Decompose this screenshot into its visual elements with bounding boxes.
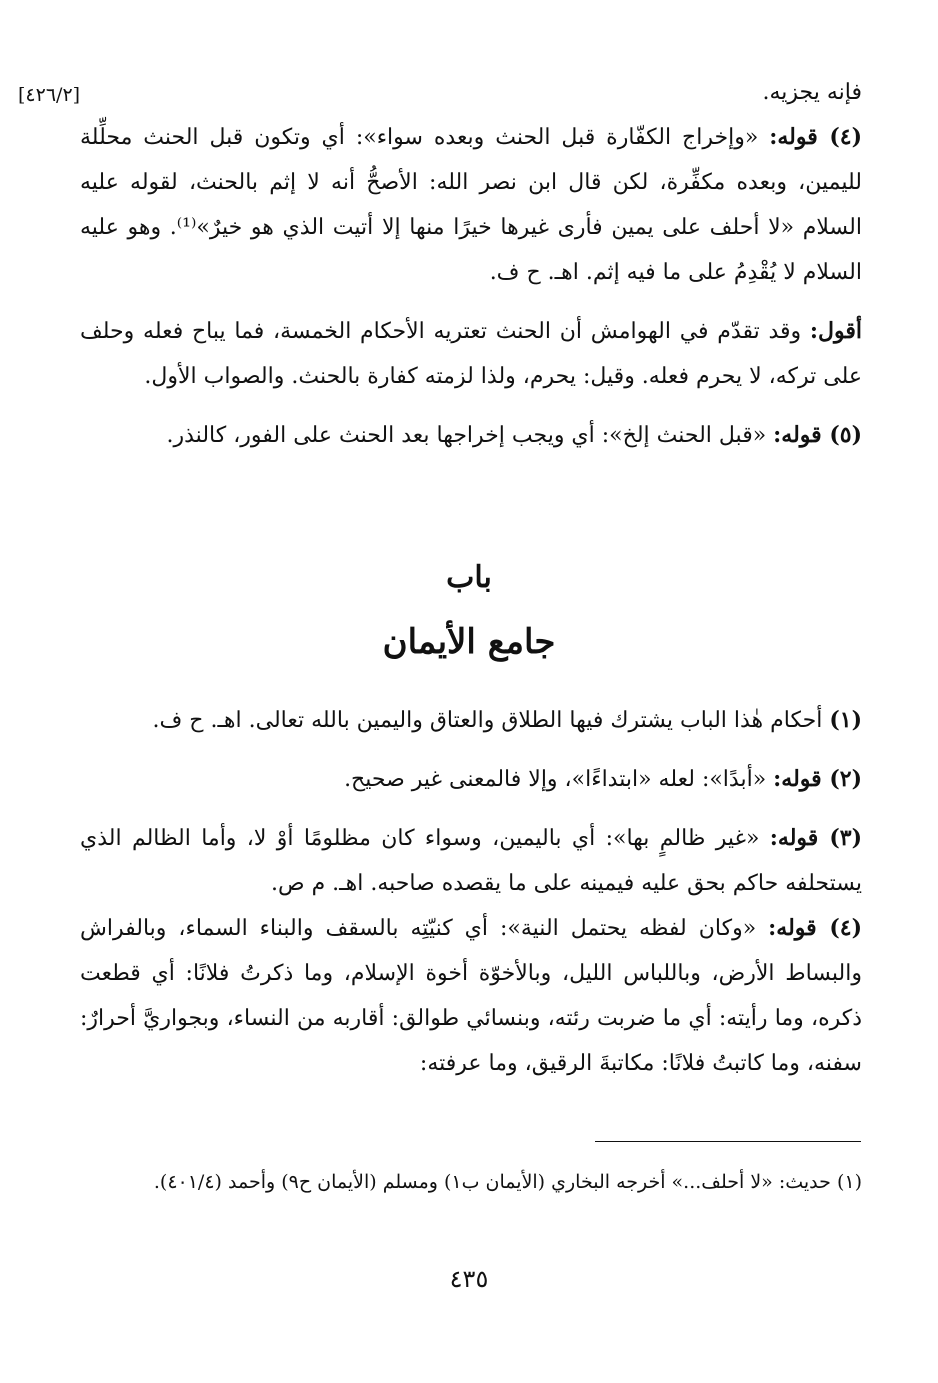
note-5-text: «قبل الحنث إلخ»: أي ويجب إخراجها بعد الحنث على الفور، كالنذر. [166, 423, 767, 448]
chapter-note-2 [80, 757, 862, 802]
top-commentary [80, 70, 862, 458]
chapter-note-1 [80, 698, 862, 743]
chapter-note-3-text: «غير ظالمٍ بها»: أي باليمين، وسواء كان مظلومًا أوْ لا، وأما الظالم الذي يستحلفه حاكم بحق عليه فيمينه على ما يقصده صاحبه. اهـ. م ص. [80, 826, 862, 896]
note-5-paragraph [80, 413, 862, 458]
chapter-note-2-text: «أبدًا»: لعله «ابتداءًا»، وإلا فالمعنى غير صحيح. [344, 767, 767, 792]
note-4-paragraph [80, 115, 862, 295]
note-5-label: (٥) قوله: [773, 422, 862, 448]
chapter-note-1-text: أحكام هٰذا الباب يشترك فيها الطلاق والعتاق واليمين بالله تعالى. اهـ. ح ف. [152, 708, 823, 733]
note-4-text: «وإخراج الكفّارة قبل الحنث وبعده سواء»: أي وتكون قبل الحنث محلِّلة لليمين، وبعده مكفِّرة، لكن قال ابن نصر الله: الأصحُّ أنه لا إثم بالحنث، لقوله عليه السلام «لا أحلف على يمين فأرى غيرها خيرًا منها إلا أتيت الذي هو خيرٌ»⁽¹⁾. وهو عليه السلام لا يُقْدِمُ على ما فيه إثم. اهـ. ح ف. [80, 125, 862, 285]
chapter-note-3 [80, 816, 862, 906]
aqul-label: أقول: [809, 318, 863, 344]
chapter-note-4-label: (٤) قوله: [768, 915, 862, 941]
chapter-note-3-label: (٣) قوله: [769, 825, 862, 851]
chapter-note-4 [80, 906, 862, 1086]
note-4-label: (٤) قوله: [769, 124, 862, 150]
chapter-note-4-text: «وكان لفظه يحتمل النية»: أي كنيّتِه بالسقف والبناء السماء، وبالفراش والبساط الأرض، وباللباس الليل، وبالأخوّة أخوة الإسلام، وما ذكرتُ فلانًا: أي قطعت ذكره، وما رأيته: أي ما ضربت رئته، وبنسائي طوالق: أقاربه من النساء، وبجواريَّ أحرارٌ: سفنه، وما كاتبتُ فلانًا: مكاتبةَ الرقيق، وما عرفته: [80, 916, 862, 1076]
chapter-note-1-label: (١) [829, 707, 862, 733]
chapter-label: باب [446, 560, 492, 595]
chapter-title: جامع الأيمان [382, 622, 556, 662]
footnote-label: (١) [836, 1171, 862, 1193]
aqul-paragraph [80, 309, 862, 399]
footnote-separator [595, 1141, 861, 1142]
page-reference: [٤٢٦/٢] [18, 84, 81, 106]
chapter-notes [80, 698, 862, 1086]
footnote [80, 1164, 862, 1200]
page-number: ٤٣٥ [449, 1265, 489, 1293]
footnote-text: حديث: «لا أحلف...» أخرجه البخاري (الأيمان ب١) ومسلم (الأيمان ح٩) وأحمد (٤٠١/٤). [153, 1171, 831, 1193]
continuation-line: فإنه يجزيه. [762, 80, 862, 105]
aqul-text: وقد تقدّم في الهوامش أن الحنث تعتريه الأحكام الخمسة، فما يباح فعله وحلف على تركه، لا يحرم فعله. وقيل: يحرم، ولذا لزمته كفارة بالحنث. والصواب الأول. [80, 319, 862, 389]
chapter-note-2-label: (٢) قوله: [773, 766, 862, 792]
